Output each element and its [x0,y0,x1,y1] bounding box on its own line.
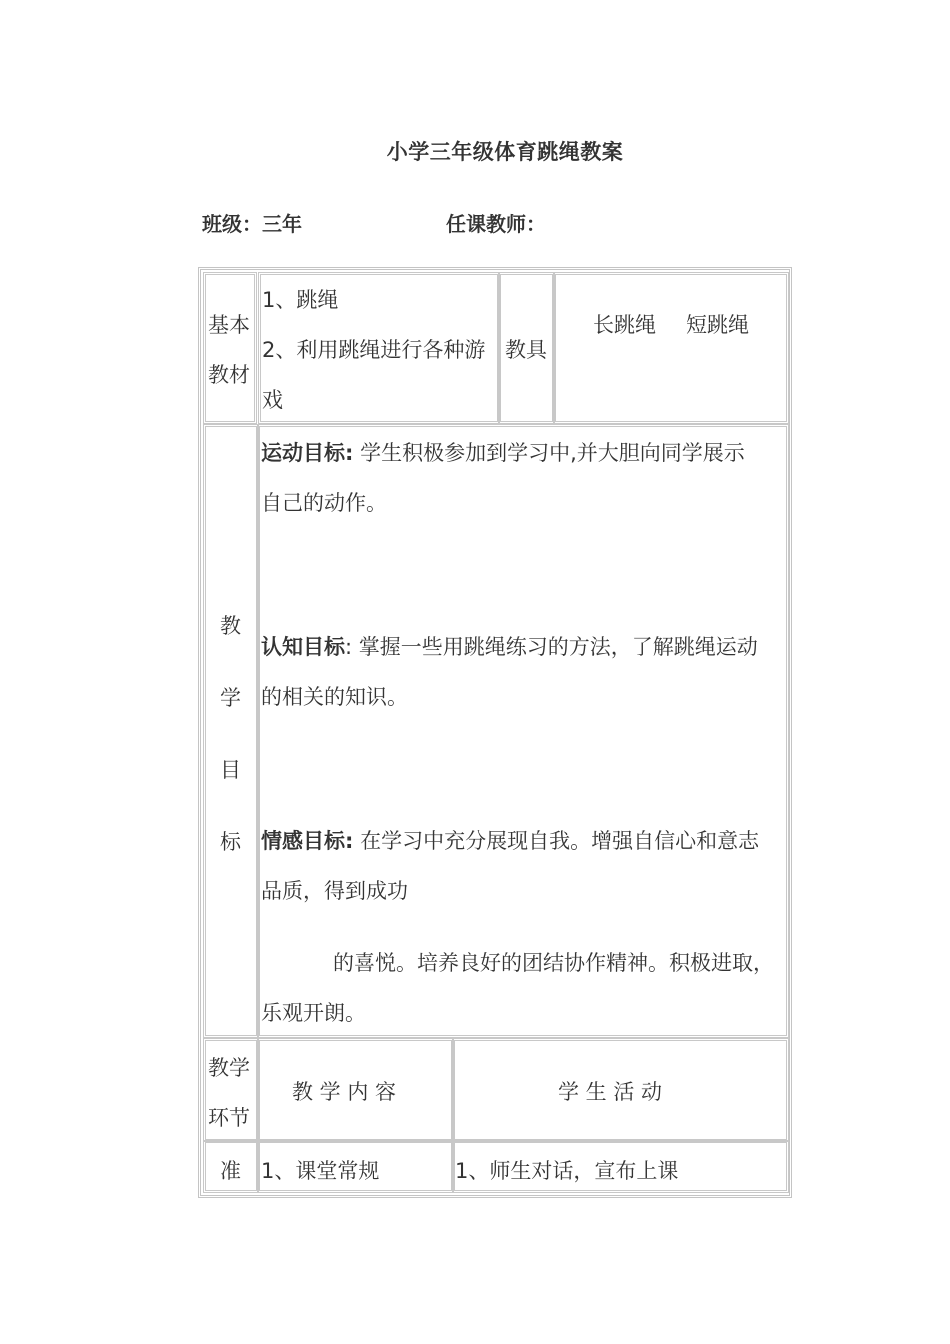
teaching-content-header: 教 学 内 容 [292,1080,397,1104]
motor-goal-line2: 自己的动作。 [261,491,387,515]
row2-label-char-2: 学 [220,686,241,710]
student-activity-header: 学 生 活 动 [558,1080,663,1104]
teacher-label: 任课教师： [446,212,546,236]
affective-goal-line4: 乐观开朗。 [261,1001,366,1025]
row4-label: 准 [220,1159,241,1183]
row4-activity: 1、师生对话，宣布上课 [455,1159,679,1183]
row3-label-line1: 教学 [208,1056,250,1080]
row1-label-cell [203,272,257,424]
cognitive-goal-line1 [261,637,758,658]
cognitive-goal-text: : 掌握一些用跳绳练习的方法，了解跳绳运动 [345,635,758,659]
cognitive-goal-label: 认知目标 [261,635,345,659]
equipment-label: 教具 [505,338,547,362]
row1-content-line1: 1、跳绳 [262,288,339,312]
row2-content-cell [257,424,789,1038]
row1-content-line2: 2、利用跳绳进行各种游 [262,338,486,362]
row1-equipment-cell [553,272,789,424]
equipment-item-long-rope: 长跳绳 [593,313,656,337]
equipment-item-short-rope: 短跳绳 [686,313,749,337]
motor-goal-line1 [261,443,745,464]
motor-goal-label: 运动目标: [261,441,354,465]
row2-label-char-4: 标 [220,830,241,854]
row2-label-cell [203,424,259,1038]
affective-goal-label: 情感目标: [261,829,354,853]
affective-goal-line2: 品质，得到成功 [261,879,408,903]
row4-content: 1、课堂常规 [261,1159,380,1183]
motor-goal-text: 学生积极参加到学习中,并大胆向同学展示 [360,441,745,465]
row1-label-line2: 教材 [208,363,250,387]
class-label: 班级：三年 [202,212,302,236]
row2-label-char-3: 目 [220,758,241,782]
row1-content-line3: 戏 [262,388,283,412]
row2-label-char-1: 教 [220,614,241,638]
affective-goal-line3: 的喜悦。培养良好的团结协作精神。积极进取， [333,951,774,975]
cognitive-goal-line2: 的相关的知识。 [261,685,408,709]
row3-label-line2: 环节 [208,1106,250,1130]
row1-label-line1: 基本 [208,313,250,337]
affective-goal-line1 [261,831,759,852]
affective-goal-text: 在学习中充分展现自我。增强自信心和意志 [360,829,760,853]
document-title: 小学三年级体育跳绳教案 [386,140,624,164]
